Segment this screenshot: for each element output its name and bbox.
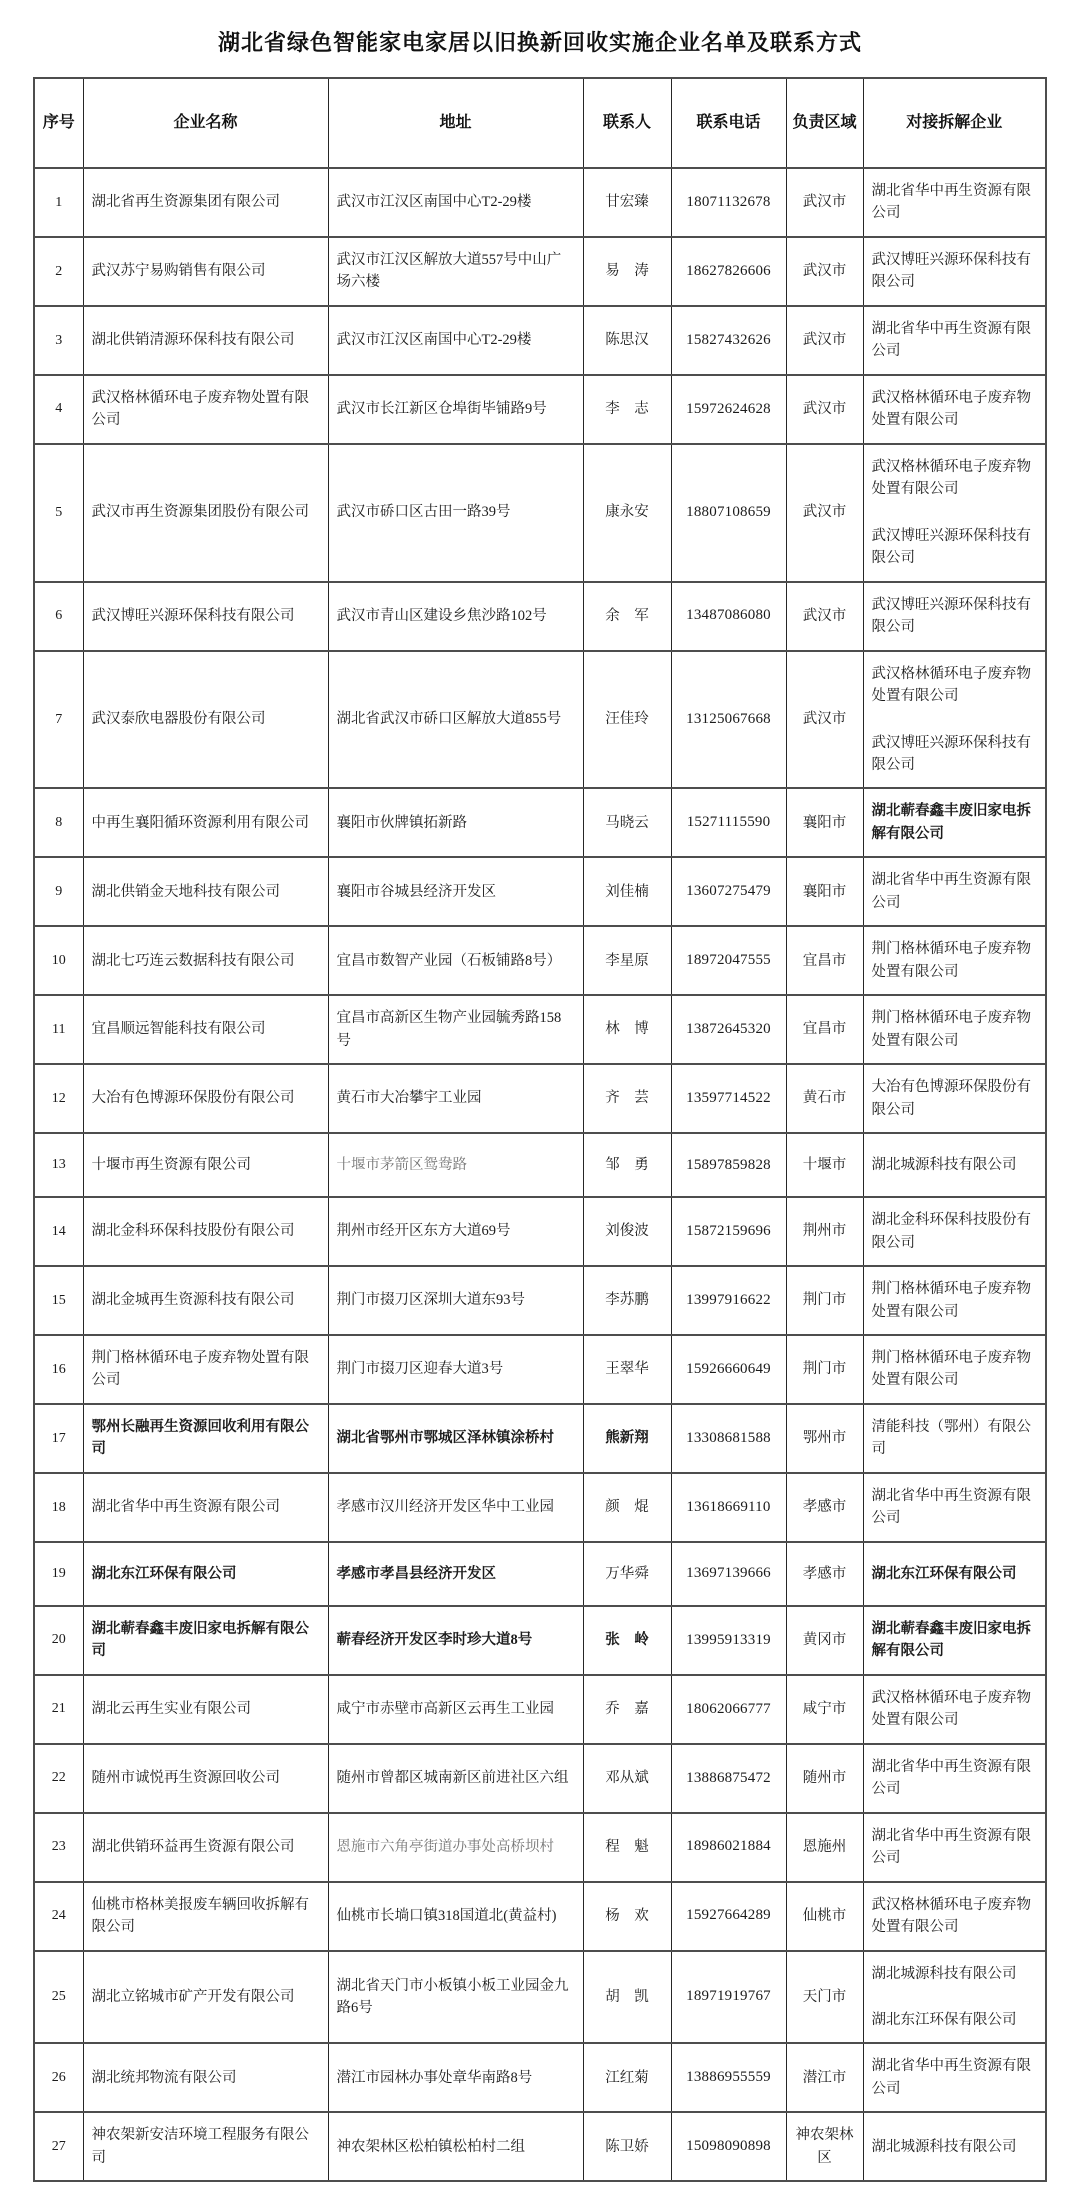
cell-company-name: 荆门格林循环电子废弃物处置有限公司 xyxy=(83,1335,328,1404)
cell-company-name: 鄂州长融再生资源回收利用有限公司 xyxy=(83,1404,328,1473)
header-responsible-region: 负责区域 xyxy=(786,78,863,168)
cell-contact-phone: 15926660649 xyxy=(671,1335,786,1404)
cell-serial-number: 13 xyxy=(34,1133,83,1197)
cell-contact-person: 易 涛 xyxy=(583,237,671,306)
cell-contact-phone: 15872159696 xyxy=(671,1197,786,1266)
cell-company-name: 湖北东江环保有限公司 xyxy=(83,1542,328,1606)
cell-contact-person: 万华舜 xyxy=(583,1542,671,1606)
company-roster-table xyxy=(33,77,1047,2182)
table-row xyxy=(34,1266,1046,1335)
cell-dismantling-partner xyxy=(863,788,1046,857)
dismantler-name: 湖北省华中再生资源有限公司 xyxy=(871,1758,1031,1798)
cell-dismantling-partner xyxy=(863,1266,1046,1335)
table-row xyxy=(34,1951,1046,2044)
cell-region: 武汉市 xyxy=(786,444,863,582)
cell-dismantling-partner xyxy=(863,651,1046,789)
cell-dismantling-partner xyxy=(863,444,1046,582)
cell-dismantling-partner xyxy=(863,306,1046,375)
cell-address: 十堰市茅箭区鸳鸯路 xyxy=(328,1133,583,1197)
cell-contact-phone: 18971919767 xyxy=(671,1951,786,2044)
cell-address: 潜江市园林办事处章华南路8号 xyxy=(328,2043,583,2112)
dismantler-name: 湖北东江环保有限公司 xyxy=(871,2011,1017,2028)
cell-company-name: 湖北蕲春鑫丰废旧家电拆解有限公司 xyxy=(83,1606,328,1675)
cell-serial-number: 10 xyxy=(34,926,83,995)
cell-serial-number: 20 xyxy=(34,1606,83,1675)
cell-contact-phone: 18627826606 xyxy=(671,237,786,306)
cell-dismantling-partner xyxy=(863,1675,1046,1744)
cell-address: 宜昌市高新区生物产业园毓秀路158号 xyxy=(328,995,583,1064)
cell-dismantling-partner xyxy=(863,582,1046,651)
cell-contact-person: 李 志 xyxy=(583,375,671,444)
cell-company-name: 十堰市再生资源有限公司 xyxy=(83,1133,328,1197)
cell-company-name: 湖北供销清源环保科技有限公司 xyxy=(83,306,328,375)
header-row xyxy=(34,78,1046,168)
cell-contact-phone: 15827432626 xyxy=(671,306,786,375)
cell-contact-phone: 13125067668 xyxy=(671,651,786,789)
cell-address: 武汉市江汉区南国中心T2-29楼 xyxy=(328,168,583,237)
cell-serial-number: 19 xyxy=(34,1542,83,1606)
cell-dismantling-partner xyxy=(863,1951,1046,2044)
cell-company-name: 湖北省再生资源集团有限公司 xyxy=(83,168,328,237)
cell-region: 孝感市 xyxy=(786,1542,863,1606)
cell-address: 孝感市汉川经济开发区华中工业园 xyxy=(328,1473,583,1542)
cell-region: 恩施州 xyxy=(786,1813,863,1882)
cell-dismantling-partner xyxy=(863,1473,1046,1542)
cell-address: 武汉市长江新区仓埠街毕铺路9号 xyxy=(328,375,583,444)
cell-company-name: 湖北供销环益再生资源有限公司 xyxy=(83,1813,328,1882)
cell-contact-phone: 13697139666 xyxy=(671,1542,786,1606)
cell-contact-phone: 13886875472 xyxy=(671,1744,786,1813)
header-company-name: 企业名称 xyxy=(83,78,328,168)
table-row xyxy=(34,306,1046,375)
dismantler-name: 武汉格林循环电子废弃物处置有限公司 xyxy=(871,665,1031,705)
cell-contact-person: 甘宏臻 xyxy=(583,168,671,237)
dismantler-name: 湖北省华中再生资源有限公司 xyxy=(871,320,1031,360)
cell-address: 孝感市孝昌县经济开发区 xyxy=(328,1542,583,1606)
cell-address: 襄阳市谷城县经济开发区 xyxy=(328,857,583,926)
header-contact-person: 联系人 xyxy=(583,78,671,168)
cell-serial-number: 5 xyxy=(34,444,83,582)
cell-region: 宜昌市 xyxy=(786,995,863,1064)
cell-contact-person: 熊新翔 xyxy=(583,1404,671,1473)
cell-company-name: 武汉泰欣电器股份有限公司 xyxy=(83,651,328,789)
cell-region: 黄冈市 xyxy=(786,1606,863,1675)
cell-dismantling-partner xyxy=(863,1606,1046,1675)
cell-contact-person: 邹 勇 xyxy=(583,1133,671,1197)
table-row xyxy=(34,168,1046,237)
cell-dismantling-partner xyxy=(863,375,1046,444)
cell-dismantling-partner xyxy=(863,1404,1046,1473)
cell-contact-phone: 18972047555 xyxy=(671,926,786,995)
cell-address: 蕲春经济开发区李时珍大道8号 xyxy=(328,1606,583,1675)
cell-serial-number: 2 xyxy=(34,237,83,306)
cell-dismantling-partner xyxy=(863,237,1046,306)
cell-company-name: 武汉市再生资源集团股份有限公司 xyxy=(83,444,328,582)
cell-region: 荆门市 xyxy=(786,1335,863,1404)
cell-contact-person: 汪佳玲 xyxy=(583,651,671,789)
table-row xyxy=(34,857,1046,926)
cell-contact-person: 刘俊波 xyxy=(583,1197,671,1266)
cell-serial-number: 17 xyxy=(34,1404,83,1473)
cell-address: 恩施市六角亭街道办事处高桥坝村 xyxy=(328,1813,583,1882)
dismantler-name: 武汉格林循环电子废弃物处置有限公司 xyxy=(871,389,1031,429)
cell-dismantling-partner xyxy=(863,1744,1046,1813)
table-row xyxy=(34,926,1046,995)
dismantler-name: 湖北省华中再生资源有限公司 xyxy=(871,2058,1031,2097)
dismantler-name: 荆门格林循环电子废弃物处置有限公司 xyxy=(871,1281,1031,1320)
company-table-body xyxy=(34,168,1046,2181)
cell-contact-phone: 13872645320 xyxy=(671,995,786,1064)
cell-address: 神农架林区松柏镇松柏村二组 xyxy=(328,2112,583,2181)
dismantler-name: 湖北城源科技有限公司 xyxy=(871,1156,1017,1173)
cell-company-name: 中再生襄阳循环资源利用有限公司 xyxy=(83,788,328,857)
table-row xyxy=(34,2112,1046,2181)
cell-region: 襄阳市 xyxy=(786,788,863,857)
cell-address: 武汉市硚口区古田一路39号 xyxy=(328,444,583,582)
cell-contact-phone: 18062066777 xyxy=(671,1675,786,1744)
cell-contact-person: 康永安 xyxy=(583,444,671,582)
cell-company-name: 神农架新安洁环境工程服务有限公司 xyxy=(83,2112,328,2181)
cell-region: 神农架林区 xyxy=(786,2112,863,2181)
cell-region: 武汉市 xyxy=(786,237,863,306)
table-row xyxy=(34,1133,1046,1197)
cell-dismantling-partner xyxy=(863,2043,1046,2112)
cell-address: 武汉市江汉区解放大道557号中山广场六楼 xyxy=(328,237,583,306)
cell-company-name: 武汉格林循环电子废弃物处置有限公司 xyxy=(83,375,328,444)
cell-serial-number: 7 xyxy=(34,651,83,789)
dismantler-name: 湖北蕲春鑫丰废旧家电拆解有限公司 xyxy=(871,1620,1031,1660)
dismantler-name: 荆门格林循环电子废弃物处置有限公司 xyxy=(871,941,1031,980)
cell-dismantling-partner xyxy=(863,1197,1046,1266)
cell-serial-number: 23 xyxy=(34,1813,83,1882)
cell-address: 宜昌市数智产业园（石板铺路8号） xyxy=(328,926,583,995)
cell-serial-number: 1 xyxy=(34,168,83,237)
cell-contact-person: 杨 欢 xyxy=(583,1882,671,1951)
table-row xyxy=(34,237,1046,306)
dismantler-name: 湖北省华中再生资源有限公司 xyxy=(871,183,1031,222)
table-row xyxy=(34,1882,1046,1951)
dismantler-name: 武汉格林循环电子废弃物处置有限公司 xyxy=(871,1689,1031,1729)
cell-region: 鄂州市 xyxy=(786,1404,863,1473)
cell-dismantling-partner xyxy=(863,926,1046,995)
cell-contact-person: 江红菊 xyxy=(583,2043,671,2112)
dismantler-name: 武汉博旺兴源环保科技有限公司 xyxy=(871,527,1031,567)
table-row xyxy=(34,1197,1046,1266)
table-row xyxy=(34,788,1046,857)
cell-dismantling-partner xyxy=(863,2112,1046,2181)
dismantler-name: 武汉博旺兴源环保科技有限公司 xyxy=(871,596,1031,636)
cell-region: 武汉市 xyxy=(786,651,863,789)
cell-address: 黄石市大冶攀宇工业园 xyxy=(328,1064,583,1133)
dismantler-name: 清能科技（鄂州）有限公司 xyxy=(871,1418,1031,1458)
cell-serial-number: 21 xyxy=(34,1675,83,1744)
cell-company-name: 湖北七巧连云数据科技有限公司 xyxy=(83,926,328,995)
cell-contact-phone: 13597714522 xyxy=(671,1064,786,1133)
cell-dismantling-partner xyxy=(863,1542,1046,1606)
cell-company-name: 仙桃市格林美报废车辆回收拆解有限公司 xyxy=(83,1882,328,1951)
dismantler-name: 武汉博旺兴源环保科技有限公司 xyxy=(871,734,1031,773)
cell-serial-number: 9 xyxy=(34,857,83,926)
cell-serial-number: 22 xyxy=(34,1744,83,1813)
cell-contact-person: 陈思汉 xyxy=(583,306,671,375)
cell-contact-person: 刘佳楠 xyxy=(583,857,671,926)
cell-contact-person: 陈卫娇 xyxy=(583,2112,671,2181)
cell-address: 随州市曾都区城南新区前进社区六组 xyxy=(328,1744,583,1813)
dismantler-name: 湖北蕲春鑫丰废旧家电拆解有限公司 xyxy=(871,803,1031,842)
cell-address: 仙桃市长埫口镇318国道北(黄益村) xyxy=(328,1882,583,1951)
cell-region: 武汉市 xyxy=(786,375,863,444)
cell-address: 襄阳市伙牌镇拓新路 xyxy=(328,788,583,857)
cell-company-name: 武汉苏宁易购销售有限公司 xyxy=(83,237,328,306)
cell-region: 潜江市 xyxy=(786,2043,863,2112)
cell-region: 武汉市 xyxy=(786,168,863,237)
cell-region: 天门市 xyxy=(786,1951,863,2044)
cell-company-name: 湖北立铭城市矿产开发有限公司 xyxy=(83,1951,328,2044)
cell-serial-number: 11 xyxy=(34,995,83,1064)
cell-dismantling-partner xyxy=(863,1335,1046,1404)
cell-contact-person: 程 魁 xyxy=(583,1813,671,1882)
cell-company-name: 湖北金城再生资源科技有限公司 xyxy=(83,1266,328,1335)
table-row xyxy=(34,1064,1046,1133)
cell-serial-number: 26 xyxy=(34,2043,83,2112)
cell-contact-person: 李苏鹏 xyxy=(583,1266,671,1335)
cell-region: 随州市 xyxy=(786,1744,863,1813)
cell-contact-phone: 15271115590 xyxy=(671,788,786,857)
dismantler-name: 荆门格林循环电子废弃物处置有限公司 xyxy=(871,1350,1031,1389)
cell-address: 荆门市掇刀区深圳大道东93号 xyxy=(328,1266,583,1335)
cell-contact-phone: 13997916622 xyxy=(671,1266,786,1335)
dismantler-name: 湖北省华中再生资源有限公司 xyxy=(871,872,1031,911)
dismantler-name: 湖北东江环保有限公司 xyxy=(871,1565,1017,1582)
cell-dismantling-partner xyxy=(863,857,1046,926)
cell-contact-phone: 18986021884 xyxy=(671,1813,786,1882)
table-row xyxy=(34,1813,1046,1882)
cell-contact-person: 胡 凯 xyxy=(583,1951,671,2044)
cell-contact-phone: 15098090898 xyxy=(671,2112,786,2181)
cell-dismantling-partner xyxy=(863,168,1046,237)
dismantler-name: 大冶有色博源环保股份有限公司 xyxy=(871,1079,1031,1118)
cell-company-name: 湖北金科环保科技股份有限公司 xyxy=(83,1197,328,1266)
cell-address: 武汉市青山区建设乡焦沙路102号 xyxy=(328,582,583,651)
cell-contact-phone: 15897859828 xyxy=(671,1133,786,1197)
cell-contact-phone: 13886955559 xyxy=(671,2043,786,2112)
cell-serial-number: 18 xyxy=(34,1473,83,1542)
cell-company-name: 武汉博旺兴源环保科技有限公司 xyxy=(83,582,328,651)
cell-region: 荆州市 xyxy=(786,1197,863,1266)
table-row xyxy=(34,1335,1046,1404)
cell-region: 十堰市 xyxy=(786,1133,863,1197)
cell-contact-phone: 13308681588 xyxy=(671,1404,786,1473)
cell-contact-phone: 13487086080 xyxy=(671,582,786,651)
cell-contact-phone: 13995913319 xyxy=(671,1606,786,1675)
dismantler-name: 湖北省华中再生资源有限公司 xyxy=(871,1827,1031,1867)
dismantler-name: 武汉格林循环电子废弃物处置有限公司 xyxy=(871,1896,1031,1936)
cell-region: 荆门市 xyxy=(786,1266,863,1335)
cell-dismantling-partner xyxy=(863,1813,1046,1882)
cell-serial-number: 16 xyxy=(34,1335,83,1404)
dismantler-name: 湖北城源科技有限公司 xyxy=(871,1965,1017,1982)
header-serial-number: 序号 xyxy=(34,78,83,168)
cell-address: 湖北省鄂州市鄂城区泽林镇涂桥村 xyxy=(328,1404,583,1473)
cell-serial-number: 8 xyxy=(34,788,83,857)
cell-region: 武汉市 xyxy=(786,306,863,375)
cell-dismantling-partner xyxy=(863,1882,1046,1951)
cell-region: 仙桃市 xyxy=(786,1882,863,1951)
dismantler-name: 湖北金科环保科技股份有限公司 xyxy=(871,1212,1031,1251)
cell-contact-person: 马晓云 xyxy=(583,788,671,857)
dismantler-name: 武汉博旺兴源环保科技有限公司 xyxy=(871,251,1031,291)
table-row xyxy=(34,995,1046,1064)
dismantler-name: 湖北城源科技有限公司 xyxy=(871,2138,1017,2155)
table-header xyxy=(34,78,1046,168)
header-address: 地址 xyxy=(328,78,583,168)
table-row xyxy=(34,1404,1046,1473)
cell-contact-phone: 15927664289 xyxy=(671,1882,786,1951)
cell-contact-phone: 13618669110 xyxy=(671,1473,786,1542)
cell-company-name: 湖北供销金天地科技有限公司 xyxy=(83,857,328,926)
dismantler-name: 湖北省华中再生资源有限公司 xyxy=(871,1487,1031,1527)
cell-contact-person: 王翠华 xyxy=(583,1335,671,1404)
cell-region: 宜昌市 xyxy=(786,926,863,995)
cell-contact-phone: 13607275479 xyxy=(671,857,786,926)
cell-serial-number: 27 xyxy=(34,2112,83,2181)
cell-contact-phone: 18071132678 xyxy=(671,168,786,237)
page-title: 湖北省绿色智能家电家居以旧换新回收实施企业名单及联系方式 xyxy=(217,30,862,55)
table-row xyxy=(34,444,1046,582)
cell-contact-person: 余 军 xyxy=(583,582,671,651)
cell-contact-person: 乔 嘉 xyxy=(583,1675,671,1744)
table-row xyxy=(34,1542,1046,1606)
cell-region: 孝感市 xyxy=(786,1473,863,1542)
cell-address: 咸宁市赤壁市高新区云再生工业园 xyxy=(328,1675,583,1744)
cell-serial-number: 12 xyxy=(34,1064,83,1133)
cell-contact-person: 颜 焜 xyxy=(583,1473,671,1542)
cell-region: 襄阳市 xyxy=(786,857,863,926)
header-contact-phone: 联系电话 xyxy=(671,78,786,168)
cell-contact-person: 邓从斌 xyxy=(583,1744,671,1813)
cell-address: 荆门市掇刀区迎春大道3号 xyxy=(328,1335,583,1404)
cell-serial-number: 25 xyxy=(34,1951,83,2044)
cell-company-name: 宜昌顺远智能科技有限公司 xyxy=(83,995,328,1064)
table-row xyxy=(34,1675,1046,1744)
cell-region: 咸宁市 xyxy=(786,1675,863,1744)
cell-contact-person: 齐 芸 xyxy=(583,1064,671,1133)
header-dismantling-partner: 对接拆解企业 xyxy=(863,78,1046,168)
cell-dismantling-partner xyxy=(863,995,1046,1064)
cell-address: 武汉市江汉区南国中心T2-29楼 xyxy=(328,306,583,375)
cell-serial-number: 6 xyxy=(34,582,83,651)
cell-company-name: 湖北云再生实业有限公司 xyxy=(83,1675,328,1744)
cell-contact-phone: 15972624628 xyxy=(671,375,786,444)
table-row xyxy=(34,2043,1046,2112)
cell-company-name: 大冶有色博源环保股份有限公司 xyxy=(83,1064,328,1133)
cell-region: 黄石市 xyxy=(786,1064,863,1133)
cell-contact-person: 李星原 xyxy=(583,926,671,995)
cell-serial-number: 14 xyxy=(34,1197,83,1266)
cell-dismantling-partner xyxy=(863,1064,1046,1133)
cell-serial-number: 24 xyxy=(34,1882,83,1951)
table-row xyxy=(34,1744,1046,1813)
cell-serial-number: 3 xyxy=(34,306,83,375)
cell-region: 武汉市 xyxy=(786,582,863,651)
cell-address: 湖北省天门市小板镇小板工业园金九路6号 xyxy=(328,1951,583,2044)
cell-company-name: 随州市诚悦再生资源回收公司 xyxy=(83,1744,328,1813)
table-row xyxy=(34,375,1046,444)
cell-company-name: 湖北省华中再生资源有限公司 xyxy=(83,1473,328,1542)
table-row xyxy=(34,1473,1046,1542)
cell-serial-number: 15 xyxy=(34,1266,83,1335)
cell-address: 荆州市经开区东方大道69号 xyxy=(328,1197,583,1266)
cell-contact-person: 张 岭 xyxy=(583,1606,671,1675)
table-row xyxy=(34,582,1046,651)
table-row xyxy=(34,651,1046,789)
cell-address: 湖北省武汉市硚口区解放大道855号 xyxy=(328,651,583,789)
cell-contact-phone: 18807108659 xyxy=(671,444,786,582)
dismantler-name: 武汉格林循环电子废弃物处置有限公司 xyxy=(871,458,1031,498)
table-row xyxy=(34,1606,1046,1675)
cell-serial-number: 4 xyxy=(34,375,83,444)
dismantler-name: 荆门格林循环电子废弃物处置有限公司 xyxy=(871,1010,1031,1049)
cell-contact-person: 林 博 xyxy=(583,995,671,1064)
cell-dismantling-partner xyxy=(863,1133,1046,1197)
cell-company-name: 湖北统邦物流有限公司 xyxy=(83,2043,328,2112)
